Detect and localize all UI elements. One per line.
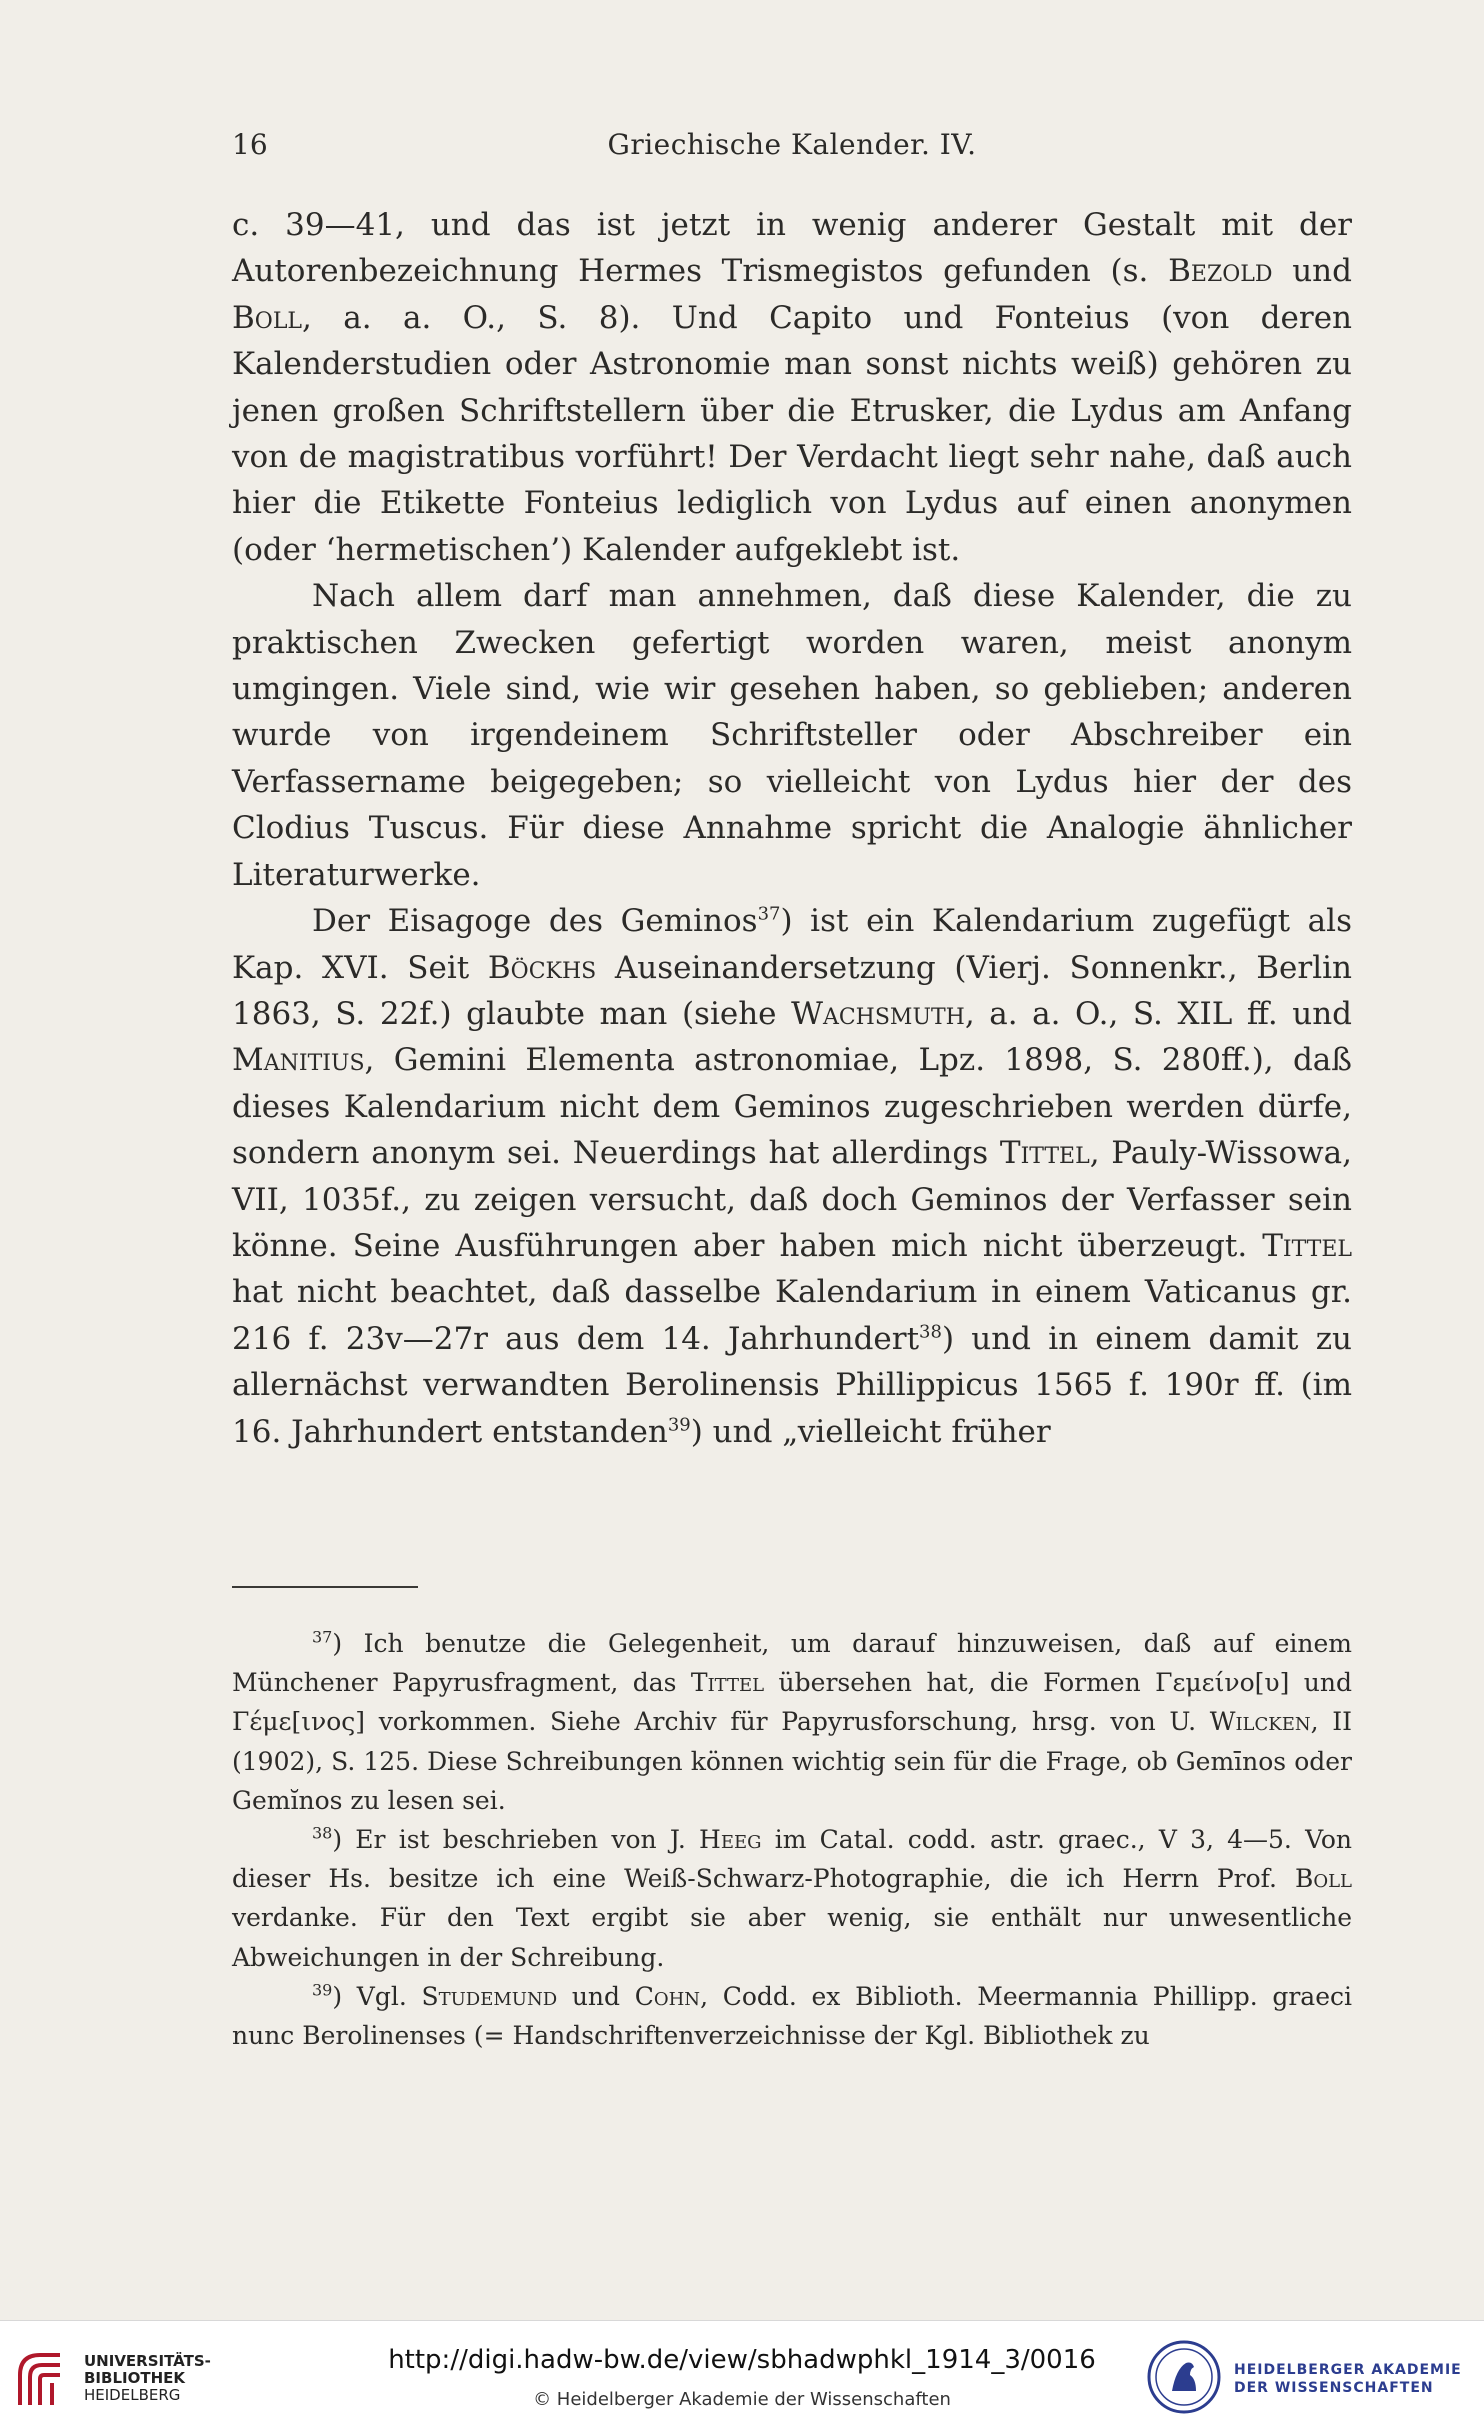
- viewer-footer: [0, 2320, 1484, 2432]
- text-run: ) und in einem damit zu allernächst verwandten Berolinensis Phillippicus 1565 f. 190r ff. (im 16. Jahrhundert entstanden: [232, 1320, 1352, 1450]
- text-run: c. 39—41, und das ist jetzt in wenig anderer Gestalt mit der Autorenbezeichnung Hermes Trismegistos gefunden (s.: [232, 207, 1352, 290]
- author-name: Tittel: [690, 1668, 765, 1698]
- academy-name: [1234, 2361, 1462, 2397]
- paragraph-2: [232, 573, 1352, 898]
- author-name: Wachsmuth: [791, 995, 965, 1032]
- author-name: Bezold: [1168, 253, 1273, 290]
- text-run: und: [1272, 253, 1352, 290]
- text-run: Der Eisagoge des Geminos: [312, 903, 758, 940]
- text-run: , II (1902), S. 125. Diese Schreibungen können wichtig sein für die Frage, ob Gemīnos oder Gemĭnos zu lesen sei.: [232, 1707, 1352, 1815]
- academy-name-line: HEIDELBERGER AKADEMIE: [1234, 2362, 1462, 2378]
- paragraph-3: [232, 898, 1352, 1455]
- ub-name-line: BIBLIOTHEK: [84, 2369, 185, 2387]
- text-run: , a. a. O., S. 8). Und Capito und Fonteius (von deren Kalenderstudien oder Astronomie man sonst nichts weiß) gehören zu jenen großen Schriftstellern über die Etrusker, die Lydus am Anfang von de magistratibus vorführt! Der Verdacht liegt sehr nahe, daß auch hier die Etikette Fonteius lediglich von Lydus auf einen anonymen (oder ‘hermetischen’) Kalender aufgeklebt ist.: [232, 299, 1352, 568]
- footnote-ref-38[interactable]: 38: [919, 1321, 942, 1343]
- copyright-notice: © Heidelberger Akademie der Wissenschaften: [533, 2389, 951, 2410]
- ub-name-line: HEIDELBERG: [84, 2386, 181, 2404]
- author-name: Boll: [232, 299, 303, 336]
- footnote-number: 38: [312, 1823, 333, 1843]
- page-header: [232, 128, 1352, 168]
- author-name: Heeg: [699, 1825, 762, 1855]
- text-run: verdanke. Für den Text ergibt sie aber wenig, sie enthält nur unwesentliche Abweichungen in der Schreibung.: [232, 1903, 1352, 1972]
- author-name: Tittel: [999, 1135, 1090, 1172]
- author-name: Manitius: [232, 1042, 365, 1079]
- text-run: hat nicht beachtet, daß dasselbe Kalendarium in einem Vaticanus gr. 216 f. 23v—27r aus dem 14. Jahrhundert: [232, 1274, 1352, 1357]
- text-run: und: [557, 1981, 635, 2011]
- text-run: ) Vgl.: [332, 1981, 422, 2011]
- text-run: , Codd. ex Biblioth. Meermannia Phillipp. graeci nunc Berolinenses (= Handschriftenverzeichnisse der Kgl. Bibliothek zu: [232, 1981, 1352, 2051]
- footnote-39: [232, 1977, 1352, 2055]
- text-run: , Gemini Elementa astronomiae, Lpz. 1898, S. 280ff.), daß dieses Kalendarium nicht dem Geminos zugeschrieben werden dürfe, sondern anonym sei. Neuerdings hat allerdings: [232, 1042, 1352, 1172]
- footnote-38: [232, 1820, 1352, 1977]
- text-run: Nach allem darf man annehmen, daß diese Kalender, die zu praktischen Zwecken gefertigt worden waren, meist anonym umgingen. Viele sind, wie wir gesehen haben, so geblieben; anderen wurde von irgendeinem Schriftsteller oder Abschreiber ein Verfassername beigegeben; so vielleicht von Lydus hier der des Clodius Tuscus. Für diese Annahme spricht die Analogie ähnlicher Literaturwerke.: [232, 578, 1352, 893]
- text-run: ) ist ein Kalendarium zugefügt als Kap. XVI. Seit: [232, 903, 1352, 986]
- author-name: Boll: [1294, 1864, 1352, 1894]
- footnote-divider: [232, 1586, 418, 1588]
- author-name: Cohn: [634, 1981, 701, 2011]
- author-name: Wilcken: [1209, 1707, 1311, 1737]
- running-title: Griechische Kalender. IV.: [607, 128, 977, 161]
- footnote-ref-39[interactable]: 39: [667, 1414, 691, 1436]
- body-text: [232, 202, 1352, 1455]
- text-run: , a. a. O., S. XIL ff. und: [964, 995, 1353, 1032]
- text-run: , Pauly-Wissowa, VII, 1035f., zu zeigen versucht, daß doch Geminos der Verfasser sein könne. Seine Ausführungen aber haben mich nicht überzeugt.: [232, 1135, 1352, 1264]
- author-name: Böckhs: [487, 949, 597, 986]
- paragraph-1: [232, 202, 1352, 573]
- academy-name-line: DER WISSENSCHAFTEN: [1234, 2380, 1434, 2396]
- footnote-37: [232, 1624, 1352, 1820]
- ub-name-line: UNIVERSITÄTS-: [84, 2352, 211, 2370]
- text-run: ) Ich benutze die Gelegenheit, um darauf hinzuweisen, daß auf einem Münchener Papyrusfragment, das: [232, 1629, 1352, 1698]
- academy-seal-icon[interactable]: [1146, 2339, 1222, 2415]
- footnotes: [232, 1624, 1352, 2055]
- text-run: übersehen hat, die Formen Γεμείνο[υ] und Γέμε[ινος] vorkommen. Siehe Archiv für Papyrusforschung, hrsg. von U.: [232, 1668, 1352, 1737]
- footnote-number: 37: [312, 1627, 333, 1647]
- text-run: ) und „vielleicht früher: [690, 1413, 1051, 1450]
- author-name: Studemund: [421, 1981, 558, 2011]
- footnote-number: 39: [312, 1980, 333, 2000]
- permalink-url[interactable]: http://digi.hadw-bw.de/view/sbhadwphkl_1914_3/0016: [388, 2345, 1096, 2375]
- footnote-ref-37[interactable]: 37: [757, 903, 781, 925]
- page-number: 16: [232, 128, 268, 161]
- text-run: ) Er ist beschrieben von J.: [332, 1825, 700, 1855]
- text-run: Auseinandersetzung (Vierj. Sonnenkr., Berlin 1863, S. 22f.) glaubte man (siehe: [232, 949, 1352, 1032]
- text-run: im Catal. codd. astr. graec., V 3, 4—5. Von dieser Hs. besitze ich eine Weiß-Schwarz-Photographie, die ich Herrn Prof.: [232, 1825, 1352, 1894]
- author-name: Tittel: [1262, 1227, 1352, 1264]
